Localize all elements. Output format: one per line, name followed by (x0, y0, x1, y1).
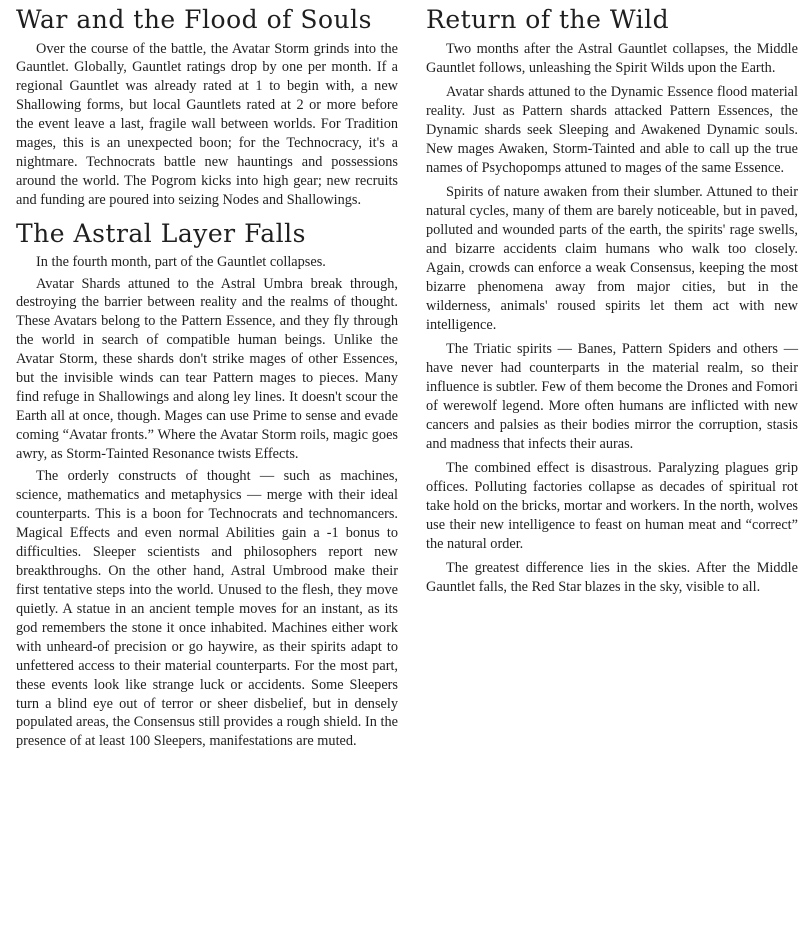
body-paragraph: The orderly constructs of thought — such as machines, science, mathematics and metaphysics — merge with their ideal counterparts. This is a boon for Technocrats and technomancers. Magical Effects and even normal Abilities gain a -1 bonus to difficulties. Sleeper scientists and philosophers report new breakthroughs. On the other hand, Astral Umbrood make their first tentative steps into the world. Unused to the flesh, they move quietly. A statue in an ancient temple moves for an instant, as its god remembers the stone it once inhabited. Machines either work with unheard-of precision or go haywire, as their spirits adapt to unfettered access to their material counterparts. For the most part, these events look like strange luck or accidents. Some Sleepers turn a blind eye out of terror or sheer disbelief, but in densely populated areas, the Consensus still provides a rough shield. In the presence of at least 100 Sleepers, manifestations are muted. (16, 468, 398, 750)
body-paragraph: Two months after the Astral Gauntlet collapses, the Middle Gauntlet follows, unleashing the Spirit Wilds upon the Earth. (426, 40, 798, 76)
body-paragraph: In the fourth month, part of the Gauntlet collapses. (36, 253, 326, 270)
right-column (426, 0, 798, 602)
body-paragraph: The Triatic spirits — Banes, Pattern Spiders and others — have never had counterparts in the material realm, so their influence is subtler. Few of them become the Drones and Fomori of werewolf legend. More often humans are inflicted with new cancers and palsies as their bodies mirror the corruption, stasis and madness that infects their auras. (426, 340, 798, 452)
body-paragraph: Over the course of the battle, the Avatar Storm grinds into the Gauntlet. Globally, Gauntlet ratings drop by one per month. If a regional Gauntlet was already rated at 1 to begin with, a new Shallowing forms, but local Gauntlets rated at 2 or more before the event leave a last, fragile wall between worlds. For Tradition mages, this is an unexpected boon; for the Technocracy, it's a nightmare. Technocrats battle new hauntings and possessions around the world. The Pogrom kicks into high gear; new recruits and funding are poured into seizing Nodes and Shallowings. (16, 40, 398, 209)
body-paragraph: The greatest difference lies in the skies. After the Middle Gauntlet falls, the Red Star blazes in the sky, visible to all. (426, 559, 798, 595)
section-heading: War and the Flood of Souls (16, 5, 372, 34)
body-paragraph: Avatar Shards attuned to the Astral Umbra break through, destroying the barrier between reality and the realms of thought. These Avatars belong to the Pattern Essence, and they fly through the world in search of compatible human beings. Unlike the Avatar Storm, these shards don't strike mages of other Essences, but the invisible winds can tear Pattern mages to pieces. Many find refuge in Shallowings and along ley lines. It doesn't scour the Earth all at once, though. Mages can use Prime to sense and evade coming “Avatar fronts.” Where the Avatar Storm roils, magic goes awry, as Storm-Tainted Resonance twists Effects. (16, 275, 398, 463)
left-column (16, 0, 398, 754)
section-heading: Return of the Wild (426, 5, 670, 34)
section-war-and-the-flood-of-souls (16, 6, 398, 210)
section-return-of-the-wild (426, 6, 798, 597)
body-paragraph: Avatar shards attuned to the Dynamic Essence flood material reality. Just as Pattern shards attacked Pattern Essences, the Dynamic shards seek Sleeping and Awakened Dynamic souls. New mages Awaken, Storm-Tainted and able to call up the true names of Psychopomps attuned to mages of the same Essence. (426, 83, 798, 176)
body-paragraph: The combined effect is disastrous. Paralyzing plagues grip offices. Polluting factories collapse as decades of spiritual rot take hold on the bricks, mortar and workers. In the north, wolves use their new intelligence to feast on human meat and “correct” the natural order. (426, 459, 798, 552)
section-heading: The Astral Layer Falls (16, 219, 306, 249)
section-the-astral-layer-falls (16, 220, 398, 751)
body-paragraph: Spirits of nature awaken from their slumber. Attuned to their natural cycles, many of them are barely noticeable, but in paved, polluted and wounded parts of the earth, the spirits' rage swells, and bizarre accidents claim humans who walk too closely. Again, crowds can enforce a weak Consensus, keeping the most bizarre phenomena away from major cities, but in the wilderness, animals' roused spirits let them act with new intelligence. (426, 183, 798, 333)
